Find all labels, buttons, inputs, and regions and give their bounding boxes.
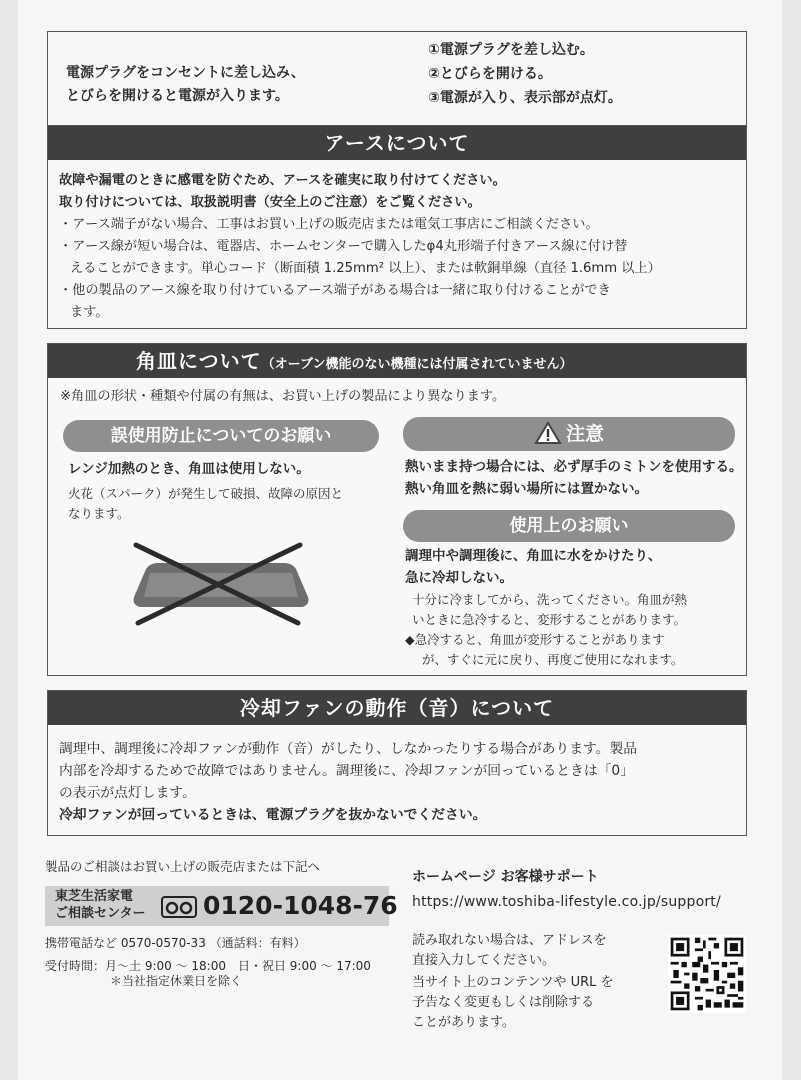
usage-text-4: が、すぐに元に戻り、再度ご使用になれます。 <box>422 652 684 667</box>
caution-title: 注意 <box>565 423 604 445</box>
caution-pill <box>403 417 735 451</box>
fan-line-2: 内部を冷却するためで故障ではありません。調理後に、冷却ファンが回っているときは「0」 <box>59 763 634 779</box>
misuse-text-1: 火花（スパーク）が発生して破損、故障の原因と <box>68 486 344 501</box>
earth-bullet-3a: ・他の製品のアース線を取り付けているアース端子がある場合は一緒に取り付けることができ <box>59 283 611 298</box>
tray-section <box>47 343 747 676</box>
tray-header <box>48 344 746 378</box>
power-box <box>47 31 747 127</box>
fan-line-1: 調理中、調理後に冷却ファンが動作（音）がしたり、しなかったりする場合があります。製品 <box>59 741 638 757</box>
earth-section <box>47 125 747 329</box>
misuse-text-2: なります。 <box>68 506 130 521</box>
usage-title: 使用上のお願い <box>509 516 629 536</box>
holiday-note: ＊当社指定休業日を除く <box>110 974 243 988</box>
center-name-2: ご相談センター <box>55 906 146 921</box>
crossed-tray-illustration <box>126 539 316 629</box>
earth-title: アースについて <box>48 126 746 160</box>
consult-center-box <box>45 886 398 926</box>
usage-text-2: いときに急冷すると、変形することがあります。 <box>412 612 687 627</box>
fan-line-3: の表示が点灯します。 <box>59 785 196 801</box>
caution-line-1: 熱いまま持つ場合には、必ず厚手のミトンを使用する。 <box>405 459 743 475</box>
qr-code-icon[interactable] <box>668 935 746 1013</box>
fan-section <box>47 690 747 836</box>
qr-note-5: ことがあります。 <box>412 1015 515 1030</box>
misuse-pill <box>63 420 379 452</box>
power-desc-1: 電源プラグをコンセントに差し込み、 <box>66 65 305 81</box>
reception-hours: 受付時間：月～土 9:00 ～ 18:00 日・祝日 9:00 ～ 17:00 <box>45 959 371 973</box>
earth-bullet-2a: ・アース線が短い場合は、電器店、ホームセンターで購入したφ4丸形端子付きアース線に付け替 <box>59 239 628 254</box>
tray-title-sub: （オーブン機能のない機種には付属されていません） <box>261 357 573 372</box>
phone-number[interactable]: 0120-1048-76 <box>203 891 398 920</box>
earth-line-2: 取り付けについては、取扱説明書（安全上のご注意）をご覧ください。 <box>59 195 481 210</box>
misuse-bold: レンジ加熱のとき、角皿は使用しない。 <box>68 461 310 477</box>
mobile-number: 携帯電話など 0570-0570-33 （通話料：有料） <box>45 936 306 950</box>
center-name-1: 東芝生活家電 <box>55 889 134 904</box>
qr-note-4: 予告なく変更もしくは削除する <box>412 995 595 1010</box>
earth-bullet-1: ・アース端子がない場合、工事はお買い上げの販売店または電気工事店にご相談ください。 <box>59 217 599 232</box>
power-step-2: ②とびらを開ける。 <box>428 66 552 82</box>
usage-pill <box>403 510 735 542</box>
power-step-3: ③電源が入り、表示部が点灯。 <box>428 90 622 106</box>
consult-text: 製品のご相談はお買い上げの販売店または下記へ <box>45 859 321 874</box>
fan-line-4: 冷却ファンが回っているときは、電源プラグを抜かないでください。 <box>59 807 487 823</box>
usage-bold-1: 調理中や調理後に、角皿に水をかけたり、 <box>405 548 662 564</box>
tray-note: ※角皿の形状・種類や付属の有無は、お買い上げの製品により異なります。 <box>60 389 506 404</box>
usage-text-3: ◆急冷すると、角皿が変形することがあります <box>405 632 665 647</box>
fan-title: 冷却ファンの動作（音）について <box>48 691 746 725</box>
free-dial-icon <box>161 896 197 918</box>
power-desc-2: とびらを開けると電源が入ります。 <box>66 88 289 104</box>
tray-title: 角皿について <box>136 349 262 373</box>
earth-bullet-3b: ます。 <box>70 305 109 320</box>
qr-note-2: 直接入力してください。 <box>412 953 556 968</box>
support-url[interactable]: https://www.toshiba-lifestyle.co.jp/support/ <box>412 894 721 910</box>
warning-triangle-icon <box>534 421 562 445</box>
earth-line-1: 故障や漏電のときに感電を防ぐため、アースを確実に取り付けてください。 <box>59 173 506 188</box>
misuse-title: 誤使用防止についてのお願い <box>110 426 332 446</box>
homepage-title: ホームページ お客様サポート <box>412 869 599 885</box>
power-step-1: ①電源プラグを差し込む。 <box>428 42 594 58</box>
earth-bullet-2b: えることができます。単心コード（断面積 1.25mm² 以上）、または軟銅単線（直径 1.6mm 以上） <box>70 261 661 276</box>
usage-text-1: 十分に冷ましてから、洗ってください。角皿が熱 <box>412 592 688 607</box>
qr-note-3: 当サイト上のコンテンツや URL を <box>412 975 614 990</box>
caution-line-2: 熱い角皿を熱に弱い場所には置かない。 <box>405 481 648 497</box>
qr-note-1: 読み取れない場合は、アドレスを <box>412 933 607 948</box>
usage-bold-2: 急に冷却しない。 <box>405 570 513 586</box>
